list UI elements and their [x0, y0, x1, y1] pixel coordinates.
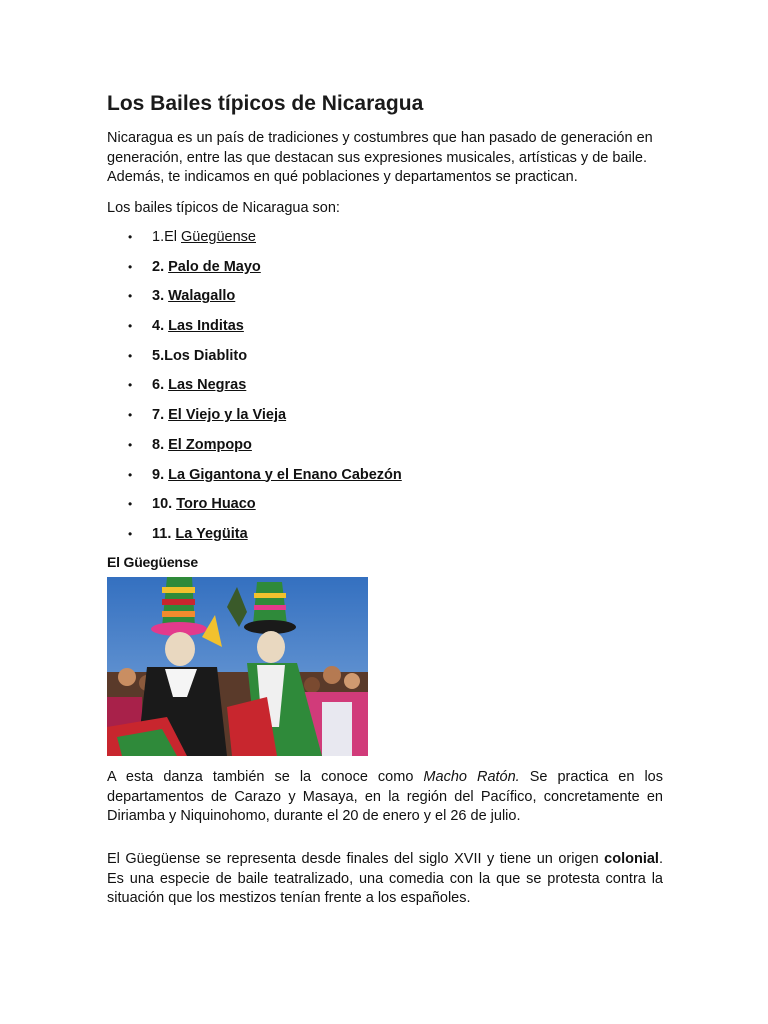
p2-text-b: . Es una especie de baile teatralizado, una comedia con la que se protesta contra la situación que los mestizos tenían frente a los españoles.: [107, 851, 663, 906]
item-number: 9.: [152, 466, 169, 483]
item-number: 7.: [152, 407, 169, 424]
list-intro: Los bailes típicos de Nicaragua son:: [107, 200, 340, 216]
dance-link-las-inditas[interactable]: Las Inditas: [168, 318, 244, 335]
bullet-icon: •: [128, 467, 133, 482]
p1-text-a: A esta danza también se la conoce como: [107, 769, 424, 785]
list-item: [107, 464, 402, 494]
intro-paragraph: Nicaragua es un país de tradiciones y costumbres que han pasado de generación en generación, entre las que destacan sus expresiones musicales, artísticas y de baile. Además, te indicamos en qué poblaciones y departamentos se practican.: [107, 130, 653, 185]
dance-list: [107, 226, 402, 553]
dancers-photo: [107, 577, 368, 756]
list-item: [107, 493, 402, 523]
p1-italic: Macho Ratón.: [423, 769, 520, 785]
dance-link-walagallo[interactable]: Walagallo: [168, 288, 236, 305]
bullet-icon: •: [128, 230, 133, 244]
dance-link-la-yeguita[interactable]: La Yegüita: [175, 525, 248, 542]
item-number: 3.: [152, 288, 169, 305]
bullet-icon: •: [128, 378, 133, 393]
dance-link-palo-de-mayo[interactable]: Palo de Mayo: [168, 258, 261, 275]
dance-link-toro-huaco[interactable]: Toro Huaco: [176, 496, 256, 513]
list-item: [107, 226, 402, 256]
p1-text-b: Se practica en los departamentos de Carazo y Masaya, en la región del Pacífico, concretamente en Diriamba y Niquinohomo, durante el 20 de enero y el 26 de julio.: [107, 769, 663, 824]
item-number: 1.El: [152, 229, 182, 245]
list-item: [107, 404, 402, 434]
dance-link-la-gigantona[interactable]: La Gigantona y el Enano Cabezón: [168, 466, 402, 483]
bullet-icon: •: [128, 497, 133, 512]
item-number: 2.: [152, 258, 169, 275]
item-text-los-diablito: 5.Los Diablito: [152, 347, 248, 364]
item-number: 11.: [152, 525, 176, 542]
bullet-icon: •: [128, 319, 133, 334]
item-number: 8.: [152, 436, 169, 453]
dance-link-gueguense[interactable]: Güegüense: [181, 229, 256, 245]
dance-link-el-zompopo[interactable]: El Zompopo: [168, 436, 252, 453]
item-number: 10.: [152, 496, 177, 513]
list-item: [107, 315, 402, 345]
list-item: [107, 374, 402, 404]
p2-text-a: El Güegüense se representa desde finales del siglo XVII y tiene un origen: [107, 851, 605, 867]
list-item: [107, 523, 402, 553]
list-item: [107, 285, 402, 315]
bullet-icon: •: [128, 437, 133, 452]
p2-bold: colonial: [604, 851, 659, 867]
history-paragraph: [107, 850, 663, 909]
dance-link-el-viejo-y-la-vieja[interactable]: El Viejo y la Vieja: [168, 407, 287, 424]
bullet-icon: •: [128, 289, 133, 304]
bullet-icon: •: [128, 348, 133, 363]
list-item: [107, 345, 402, 375]
bullet-icon: •: [128, 526, 133, 541]
bullet-icon: •: [128, 408, 133, 423]
list-item: [107, 256, 402, 286]
description-paragraph: [107, 768, 663, 827]
dance-link-las-negras[interactable]: Las Negras: [168, 377, 247, 394]
list-item: [107, 434, 402, 464]
document-title: Los Bailes típicos de Nicaragua: [107, 92, 424, 115]
bullet-icon: •: [128, 259, 133, 274]
item-number: 6.: [152, 377, 169, 394]
section-heading: El Güegüense: [107, 554, 198, 570]
item-number: 4.: [152, 318, 169, 335]
